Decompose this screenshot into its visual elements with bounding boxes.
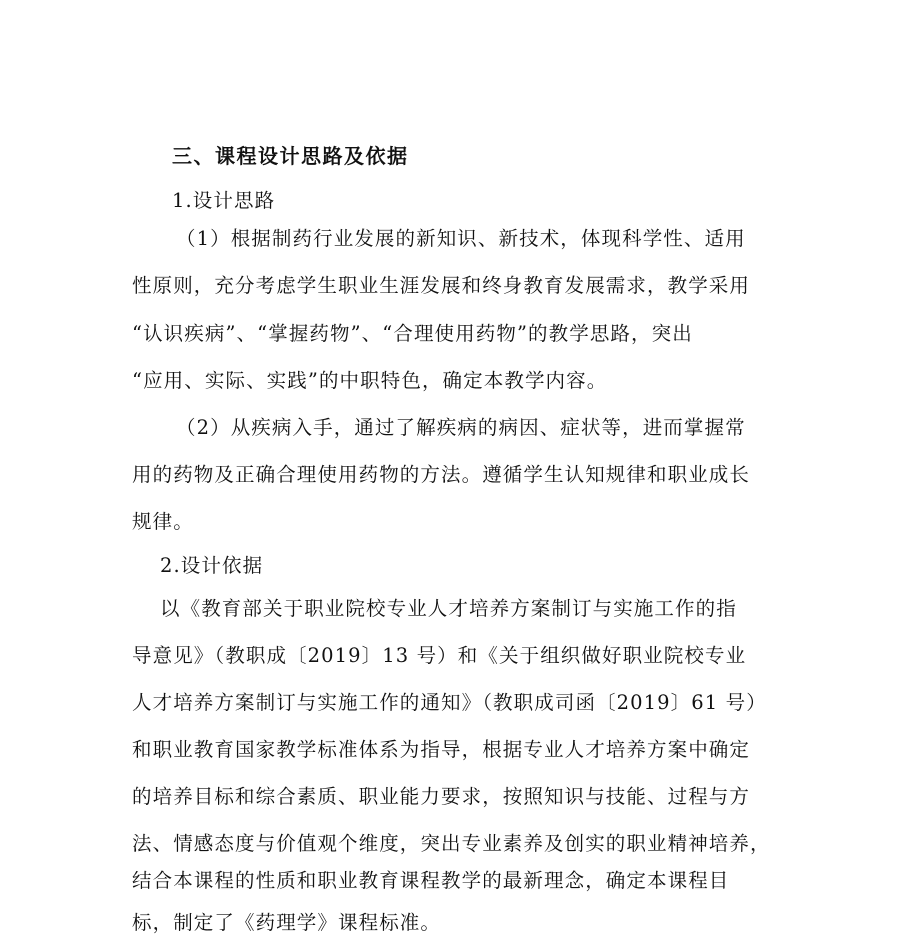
- paragraph-line: 性原则，充分考虑学生职业生涯发展和终身教育发展需求，教学采用: [132, 274, 751, 297]
- paragraph-line: “认识疾病”、“掌握药物”、“合理使用药物”的教学思路，突出: [132, 322, 693, 345]
- paragraph-line: 法、情感态度与价值观个维度，突出专业素养及创实的职业精神培养，: [132, 832, 771, 855]
- paragraph-line: 规律。: [132, 510, 194, 533]
- subsection-heading-design-basis: 2.设计依据: [160, 554, 264, 577]
- subsection-heading-design-ideas: 1.设计思路: [172, 189, 276, 212]
- paragraph-line: 以《教育部关于职业院校专业人才培养方案制订与实施工作的指: [160, 597, 737, 620]
- paragraph-line: 标，制定了《药理学》课程标准。: [132, 911, 442, 934]
- paragraph-line: “应用、实际、实践”的中职特色，确定本教学内容。: [132, 369, 608, 392]
- paragraph-line: 导意见》（教职成〔2019〕13 号）和《关于组织做好职业院校专业: [132, 644, 747, 667]
- paragraph-line: 的培养目标和综合素质、职业能力要求，按照知识与技能、过程与方: [132, 785, 751, 808]
- paragraph-line: 用的药物及正确合理使用药物的方法。遵循学生认知规律和职业成长: [132, 463, 751, 486]
- paragraph-line: （2）从疾病入手，通过了解疾病的病因、症状等，进而掌握常: [176, 416, 746, 439]
- paragraph-line: 结合本课程的性质和职业教育课程教学的最新理念，确定本课程目: [132, 869, 730, 892]
- paragraph-line: 和职业教育国家教学标准体系为指导，根据专业人才培养方案中确定: [132, 738, 751, 761]
- paragraph-line: （1）根据制药行业发展的新知识、新技术，体现科学性、适用: [176, 227, 746, 250]
- paragraph-line: 人才培养方案制订与实施工作的通知》（教职成司函〔2019〕61 号）: [132, 691, 767, 714]
- section-heading: 三、课程设计思路及依据: [172, 144, 409, 168]
